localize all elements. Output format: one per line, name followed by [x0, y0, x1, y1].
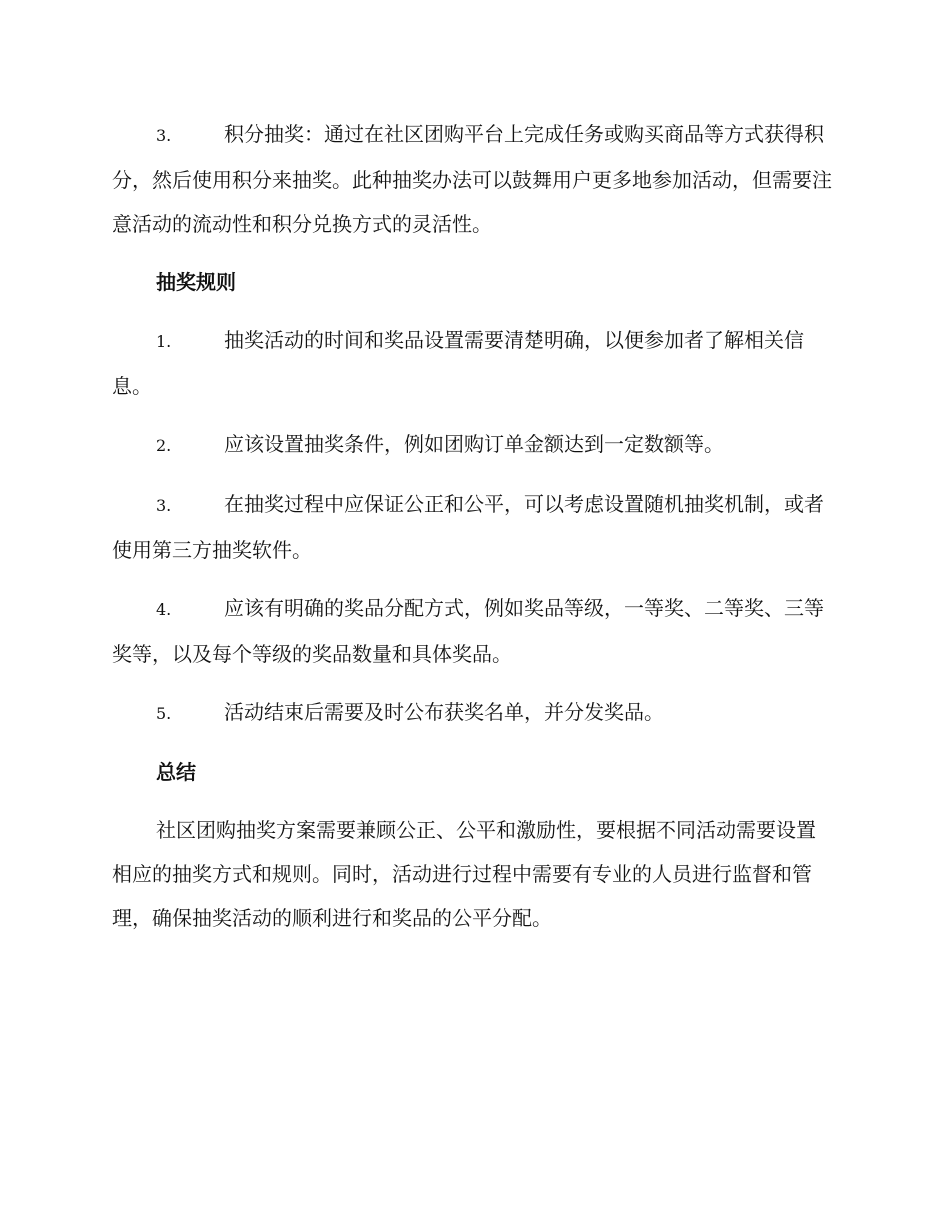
list-number: 1. [156, 332, 172, 351]
list-item-rule-3 [112, 482, 834, 572]
list-text: 活动结束后需要及时公布获奖名单，并分发奖品。 [224, 700, 664, 724]
list-number: 5. [156, 704, 172, 723]
list-text: 应该有明确的奖品分配方式，例如奖品等级，一等奖、二等奖、三等奖等，以及每个等级的奖品数量和具体奖品。 [112, 596, 824, 666]
list-text: 积分抽奖：通过在社区团购平台上完成任务或购买商品等方式获得积分，然后使用积分来抽奖。此种抽奖办法可以鼓舞用户更多地参加活动，但需要注意活动的流动性和积分兑换方式的灵活性。 [112, 122, 832, 236]
list-number: 2. [156, 436, 172, 455]
list-number: 3. [156, 496, 172, 515]
document-content [112, 112, 834, 954]
list-text: 应该设置抽奖条件，例如团购订单金额达到一定数额等。 [224, 432, 724, 456]
list-text: 在抽奖过程中应保证公正和公平，可以考虑设置随机抽奖机制，或者使用第三方抽奖软件。 [112, 492, 824, 562]
section-heading-lottery-rules: 抽奖规则 [156, 270, 236, 294]
list-item-rule-4 [112, 586, 834, 676]
list-item-rule-5 [112, 690, 834, 736]
list-item-rule-1 [112, 318, 834, 408]
list-text: 抽奖活动的时间和奖品设置需要清楚明确，以便参加者了解相关信息。 [112, 328, 804, 398]
list-number: 4. [156, 600, 172, 619]
list-item-points-lottery [112, 112, 834, 246]
summary-paragraph: 社区团购抽奖方案需要兼顾公正、公平和激励性，要根据不同活动需要设置相应的抽奖方式和规则。同时，活动进行过程中需要有专业的人员进行监督和管理，确保抽奖活动的顺利进行和奖品的公平分配。 [112, 818, 816, 930]
section-heading-summary: 总结 [156, 760, 196, 784]
list-item-rule-2 [112, 422, 834, 468]
list-number: 3. [156, 126, 172, 145]
